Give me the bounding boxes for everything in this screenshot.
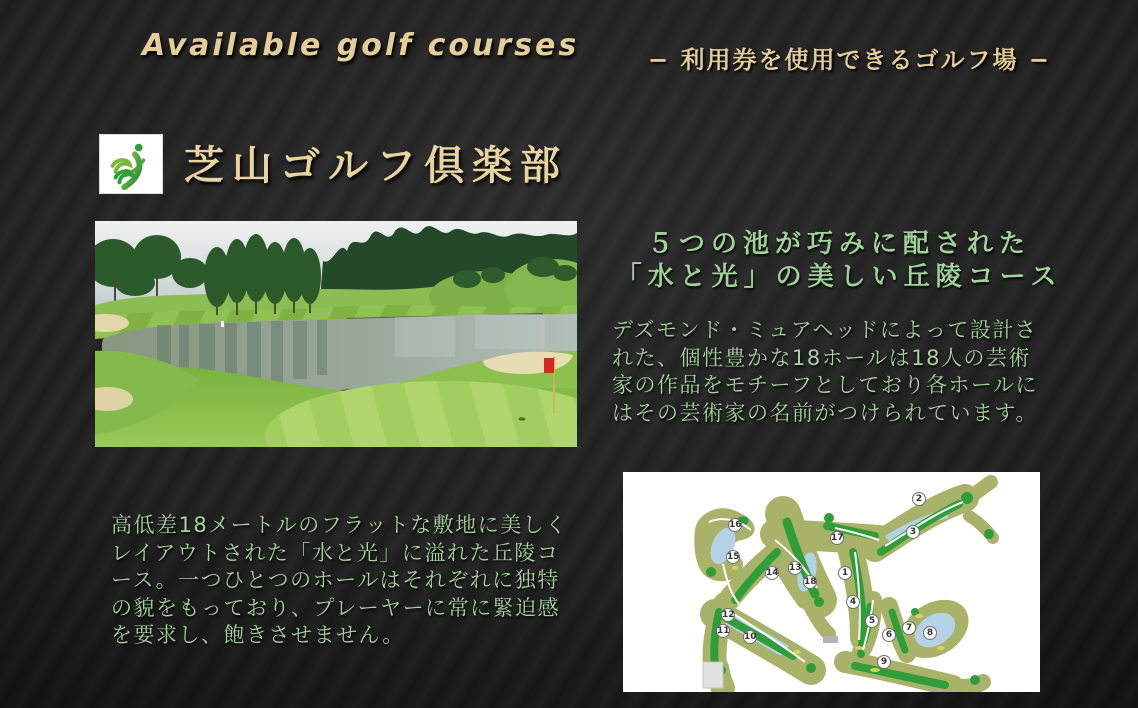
catchphrase-line-2: 「水と光」の美しい丘陵コース [615, 262, 1063, 292]
page-title: Available golf courses [142, 28, 580, 63]
description-right-line: デズモンド・ミュアヘッドによって設計さ [612, 318, 1038, 342]
hole-marker-3: 3 [906, 525, 920, 539]
catchphrase [604, 228, 1074, 294]
hole-marker-4: 4 [846, 595, 860, 609]
hole-marker-2: 2 [912, 492, 926, 506]
course-photo [95, 221, 577, 447]
description-left-line: 高低差18メートルのフラットな敷地に美しく [111, 513, 568, 537]
hole-marker-18: 18 [804, 577, 817, 587]
description-right [612, 317, 1092, 427]
description-right-line: れた、個性豊かな18ホールは18人の芸術 [612, 345, 1032, 370]
hole-marker-5: 5 [865, 614, 879, 628]
hole-markers-layer [623, 472, 1040, 692]
club-logo-icon [99, 134, 163, 194]
course-layout-map [623, 472, 1040, 692]
description-left-line: を要求し、飽きさせません。 [111, 623, 405, 647]
description-left-line: の貌をもっており、プレーヤーに常に緊迫感 [111, 595, 561, 620]
hole-marker-7: 7 [902, 621, 916, 635]
catchphrase-line-1: ５つの池が巧みに配された [646, 229, 1031, 259]
hole-marker-11: 11 [717, 626, 730, 636]
hole-marker-1: 1 [838, 566, 852, 580]
hole-marker-9: 9 [877, 655, 891, 669]
hole-marker-15: 15 [727, 552, 740, 562]
club-name: 芝山ゴルフ倶楽部 [184, 143, 568, 189]
description-right-line: 家の作品をモチーフとしており各ホールに [612, 373, 1039, 397]
hole-marker-10: 10 [744, 632, 757, 642]
description-left [111, 512, 601, 650]
description-right-line: はその芸術家の名前がつけられています。 [612, 400, 1038, 425]
description-left-line: ース。一つひとつのホールはそれぞれに独特 [111, 568, 560, 592]
green-swing-monogram-icon [100, 135, 162, 193]
course-photo-illustration [95, 221, 577, 447]
hole-marker-12: 12 [722, 610, 735, 620]
hole-marker-6: 6 [882, 628, 896, 642]
hole-marker-13: 13 [789, 563, 802, 573]
hole-marker-14: 14 [766, 568, 779, 578]
hole-marker-8: 8 [923, 626, 937, 640]
page-subtitle: − 利用券を使用できるゴルフ場 − [648, 46, 1051, 74]
description-left-line: レイアウトされた「水と光」に溢れた丘陵コ [111, 540, 560, 565]
hole-marker-17: 17 [831, 533, 844, 543]
hole-marker-16: 16 [729, 520, 742, 530]
